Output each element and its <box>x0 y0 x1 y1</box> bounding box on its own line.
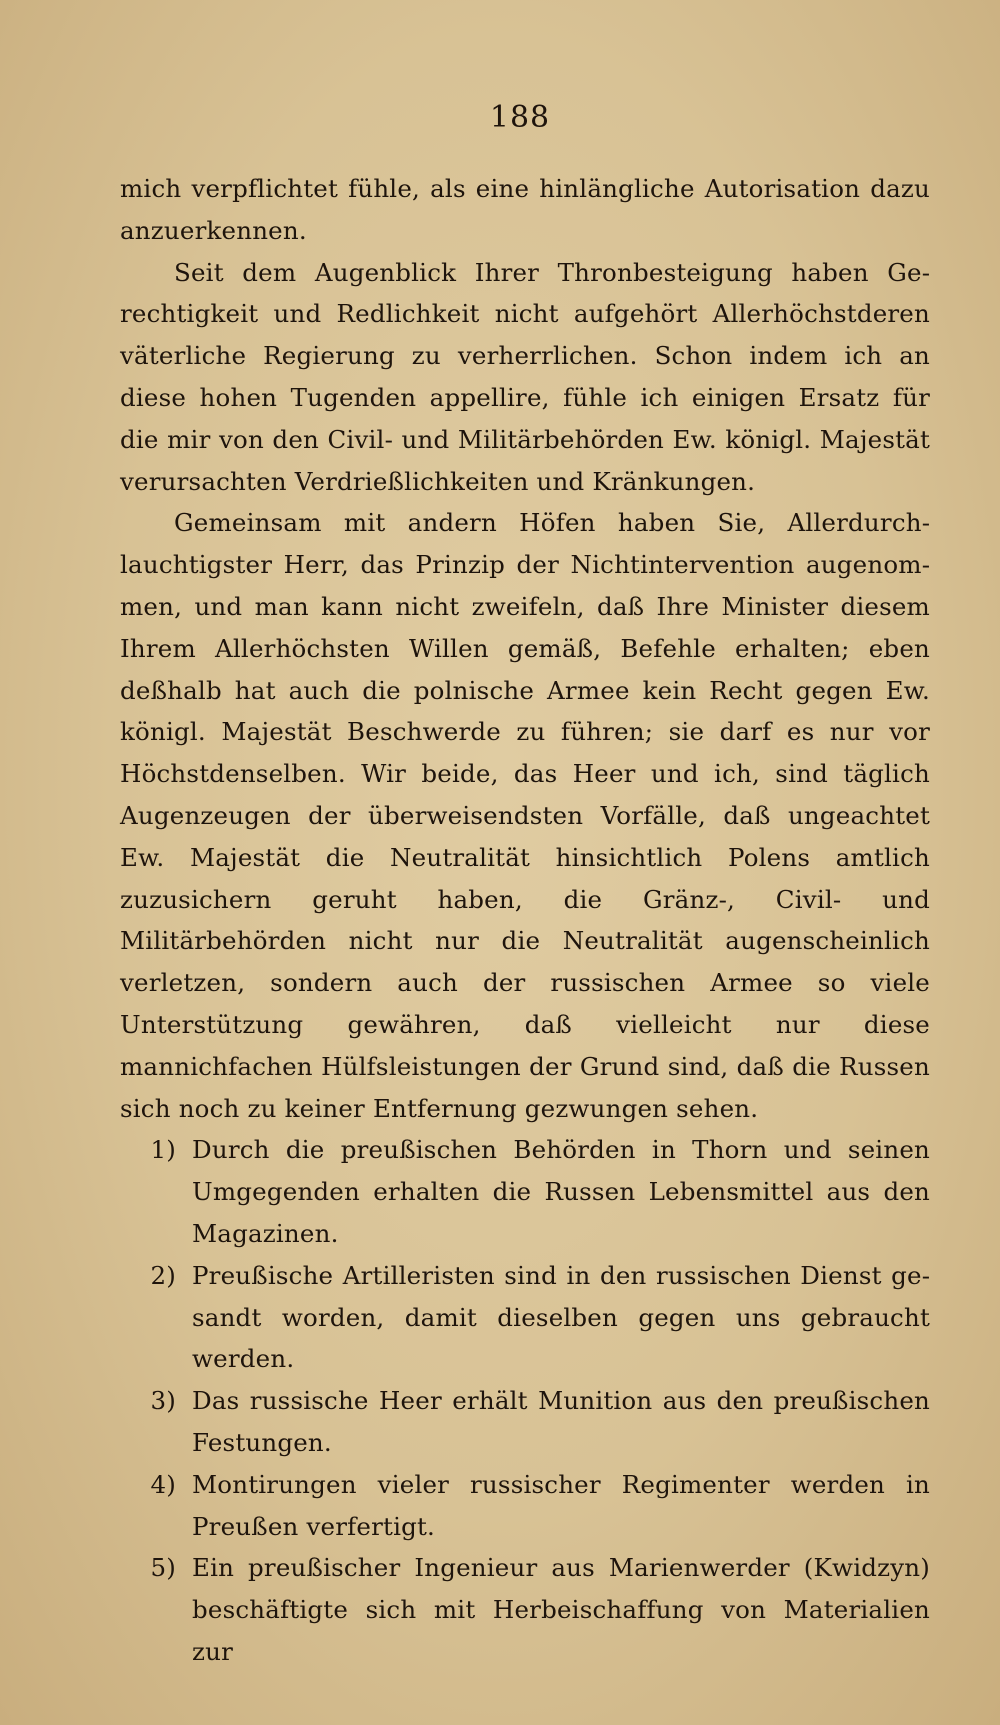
list-item-text: Das russische Heer erhält Munition aus den preußischen Festungen. <box>192 1386 930 1457</box>
list-item <box>120 1547 930 1672</box>
list-item-number: 2) <box>150 1260 176 1290</box>
list-item-number: 4) <box>150 1469 176 1499</box>
list-item <box>120 1380 930 1464</box>
paragraph-continuation: mich verpflichtet fühle, als eine hinlängliche Autorisation dazu anzuerkennen. <box>120 174 930 245</box>
page-body <box>120 168 930 1673</box>
paragraph-justice: Seit dem Augenblick Ihrer Thronbesteigung haben Gerechtigkeit und Redlichkeit nicht aufgehört Allerhöchstderen väterliche Regierung zu verherrlichen. Schon indem ich an diese hohen Tugenden appellire, fühle ich einigen Ersatz für die mir von den Civil- und Militärbehörden Ew. königl. Majestät verursachten Verdrießlichkeiten und Kränkungen. <box>120 257 930 496</box>
page-number: 188 <box>489 100 551 135</box>
list-item <box>120 1129 930 1254</box>
list-item-text: Preußische Artilleristen sind in den russischen Dienst gesandt worden, damit dieselben gegen uns gebraucht werden. <box>192 1260 930 1374</box>
grievance-list <box>120 1129 930 1672</box>
list-item <box>120 1464 930 1548</box>
paragraph-nonintervention: Gemeinsam mit andern Höfen haben Sie, Allerdurchlauchtigster Herr, das Prinzip der Nichtintervention augenommen, und man kann nicht zweifeln, daß Ihre Minister diesem Ihrem Allerhöchsten Willen gemäß, Befehle erhalten; eben deßhalb hat auch die polnische Armee kein Recht gegen Ew. königl. Majestät Beschwerde zu führen; sie darf es nur vor Höchstdenselben. Wir beide, das Heer und ich, sind täglich Augenzeugen der überweisendsten Vorfälle, daß ungeachtet Ew. Majestät die Neutralität hinsichtlich Polens amtlich zuzusichern geruht haben, die Gränz-, Civil- und Militärbehörden nicht nur die Neutralität augenscheinlich verletzen, sondern auch der russischen Armee so viele Unterstützung gewähren, daß vielleicht nur diese mannichfachen Hülfsleistungen der Grund sind, daß die Russen sich noch zu keiner Entfernung gezwungen sehen. <box>120 508 930 1123</box>
list-item-text: Durch die preußischen Behörden in Thorn und seinen Umgegenden erhalten die Russen Lebensmittel aus den Magazinen. <box>192 1135 930 1248</box>
list-item <box>120 1255 930 1380</box>
list-item-number: 1) <box>150 1135 176 1165</box>
list-item-text: Ein preußischer Ingenieur aus Marienwerder (Kwidzyn) beschäftigte sich mit Herbeischaffung von Materialien zur <box>192 1553 930 1666</box>
list-item-number: 3) <box>150 1386 176 1416</box>
list-item-number: 5) <box>150 1553 176 1583</box>
list-item-text: Montirungen vieler russischer Regimenter werden in Preußen verfertigt. <box>192 1469 930 1541</box>
